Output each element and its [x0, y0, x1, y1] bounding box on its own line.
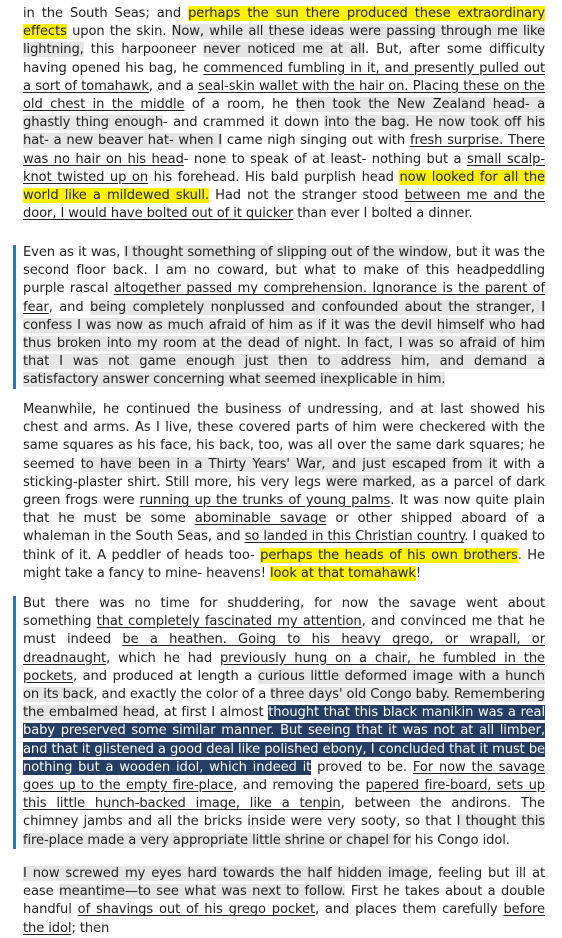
underlined-text: small scalp-knot twisted up on: [23, 151, 545, 185]
highlight-yellow: look at that tomahawk: [269, 565, 416, 581]
text-run: his forehead. His bald purplish head: [148, 169, 400, 185]
text-run: , at first I almost: [155, 705, 269, 721]
text-run: - none to speak of at least- nothing but a: [183, 151, 467, 167]
text-run: Meanwhile, he continued the business of undressing, and at last showed his chest and arms. As I live, these covered parts of him were checkered with the same squares as his face, his back, too, was all over the same dark squares; he seemed: [23, 402, 545, 472]
text-run: came nigh singing out with: [222, 133, 410, 149]
text-run: . He might take a fancy to mine- heavens!: [23, 547, 546, 581]
underlined-text: before the idol: [23, 902, 545, 936]
text-run: this harpooneer: [83, 42, 204, 58]
underlined-text: altogether passed my comprehension. Ignorance is the parent of fear: [23, 281, 546, 315]
text-run: , feeling but ill at ease: [23, 866, 546, 900]
underlined-text: running up the trunks of young palms: [139, 493, 391, 509]
highlight-gray: never noticed me at all: [203, 42, 365, 58]
underlined-text: so landed in this Christian country: [244, 529, 465, 545]
underlined-text: For now the savage goes up to the empty fire-place: [23, 759, 546, 794]
highlight-gray: into the bag. He now took off his hat- a new beaver hat- when I: [23, 115, 545, 149]
highlight-gray: I thought this fire-place made a very appropriate little shrine or chapel for: [23, 814, 545, 848]
highlight-gray: to have been in a Thirty Years' War, and just escaped from it: [80, 456, 498, 472]
text-run: , but it was the second floor back. I am no coward, but what to make of this headpeddling purple rascal: [23, 245, 545, 297]
underlined-text: commenced fumbling in it, and presently pulled out a sort of tomahawk: [23, 60, 546, 94]
text-run: , and produced at length a: [72, 668, 258, 684]
underlined-text: fresh surprise. There was no hair on his head: [23, 133, 546, 167]
paragraph-5: [23, 865, 545, 938]
text-run: or other shipped aboard of a whaleman in the South Seas, and: [23, 511, 546, 545]
text-run: , between the andirons. The chimney jambs and all the bricks inside were very sooty, so that: [23, 796, 545, 830]
text-run: Even as it was,: [23, 245, 125, 260]
text-run: in the South Seas; and: [23, 6, 189, 21]
highlight-gray: then took the New Zealand head- a ghastly thing enough: [23, 97, 545, 131]
highlight-selected: thought that this black manikin was a real baby preserved some similar manner. But seeing that it was not at all limber, and that it glistened a good deal like polished ebony, I concluded that it must be nothing but a wooden idol, which indeed it: [23, 705, 545, 775]
text-run: !: [415, 565, 422, 581]
highlight-yellow: perhaps the heads of his own brothers: [260, 547, 518, 563]
underlined-text: abominable savage: [194, 511, 327, 527]
text-run: But there was no time for shuddering, for now the savage went about something: [23, 596, 545, 630]
highlight-yellow: perhaps the sun there produced these extraordinary effects: [23, 6, 546, 40]
text-run: , and places them carefully: [315, 902, 504, 918]
highlight-gray: Now, while all these ideas were passing through me like lightning,: [23, 24, 545, 58]
text-run: , as a parcel of dark green frogs were: [23, 474, 545, 509]
highlight-gray: three days' old Congo baby. Remembering the embalmed head: [23, 687, 545, 721]
highlight-gray: being completely nonplussed and confounded about the stranger, I confess I was now as much afraid of him as if it was the devil himself who had thus broken into my room at the dead of night. In fact, I was so afraid of him that I was not game enough just then to address him, and demand a satisfactory answer concerning what seemed inexplicable in him.: [23, 299, 545, 388]
highlight-yellow: now looked for all the world like a mildewed skull.: [23, 169, 546, 204]
highlight-gray: I now screwed my eyes hard towards the half hidden image: [23, 866, 429, 881]
text-run: . It was now quite plain that he must be some: [23, 493, 545, 527]
highlight-gray: I thought something of slipping out of the window: [124, 245, 448, 260]
highlight-gray: curious little deformed image with a hunch on its back: [23, 668, 545, 703]
text-run: proved to be.: [311, 759, 413, 775]
text-run: , and exactly the color of a: [93, 687, 271, 703]
paragraph-2: [23, 244, 545, 390]
text-run: Had not the stranger stood: [208, 188, 405, 204]
underlined-text: seal-skin wallet with the hair on. Placing these on the old chest in the middle: [23, 78, 545, 113]
underlined-text: between me and the door, I would have bolted out of it quicker: [23, 188, 545, 222]
text-run: ; then: [71, 920, 110, 936]
text-run: than ever I bolted a dinner.: [293, 206, 473, 222]
text-run: . I quaked to think of it. A peddler of heads too-: [23, 529, 545, 563]
underlined-text: of shavings out of his grego pocket: [77, 902, 315, 918]
underlined-text: that completely fascinated my attention: [96, 614, 362, 630]
paragraph-3: [23, 401, 545, 583]
text-run: - and crammed it down: [163, 115, 325, 131]
underlined-text: be a heathen. Going to his heavy grego, or wrapall, or dreadnaught: [23, 632, 546, 666]
text-run: with a sticking-plaster shirt. Still more, his very legs: [23, 456, 545, 490]
text-run: , and convinced me that he must indeed: [23, 614, 545, 648]
highlight-gray: meantime—to see what was next to follow.: [58, 884, 346, 900]
paragraph-1: [23, 5, 545, 223]
text-run: his Congo idol.: [410, 832, 510, 848]
text-run: , which he had: [106, 650, 220, 666]
text-run: upon the skin.: [66, 24, 172, 40]
highlight-gray: were marked: [325, 474, 412, 490]
text-run: First he takes about a double handful: [23, 884, 546, 918]
underlined-text: previously hung on a chair, he fumbled in the pockets: [23, 650, 545, 684]
text-run: of a room, he: [184, 97, 296, 113]
text-run: , and: [48, 299, 91, 315]
paragraph-4: [23, 595, 545, 850]
text-run: , and a: [148, 78, 199, 94]
text-run: . But, after some difficulty having opened his bag, he: [23, 42, 545, 76]
underlined-text: papered fire-board, sets up this little hunch-backed image, like a tenpin: [23, 778, 545, 812]
text-run: , and removing the: [233, 778, 366, 794]
